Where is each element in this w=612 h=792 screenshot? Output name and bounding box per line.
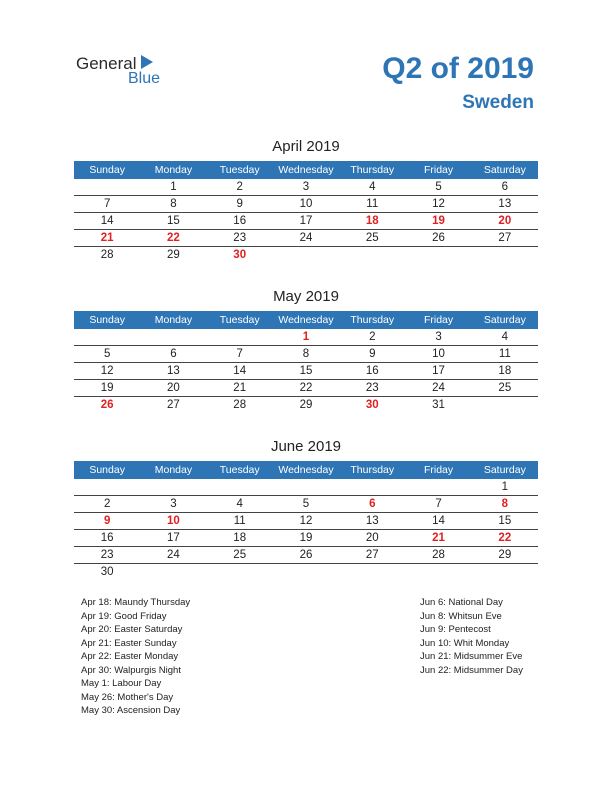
day-cell: 23 bbox=[233, 232, 247, 244]
month-june bbox=[74, 436, 538, 581]
holiday-item: Jun 6: National Day bbox=[420, 597, 503, 608]
day-cell: 21 bbox=[100, 232, 114, 244]
day-cell: 25 bbox=[365, 232, 379, 244]
weekday-label: Wednesday bbox=[278, 464, 334, 476]
day-cell: 20 bbox=[167, 382, 180, 394]
day-cell bbox=[339, 247, 405, 264]
week-row bbox=[74, 213, 538, 230]
day-cell bbox=[273, 479, 339, 495]
day-cell: 12 bbox=[299, 515, 313, 527]
weekday-label: Thursday bbox=[350, 314, 395, 326]
day-cell bbox=[207, 479, 273, 495]
day-cell: 11 bbox=[233, 515, 246, 527]
day-cell: 16 bbox=[233, 215, 247, 227]
week-row bbox=[74, 496, 538, 513]
week-row bbox=[74, 346, 538, 363]
day-cell: 17 bbox=[432, 365, 445, 377]
day-cell: 21 bbox=[432, 532, 445, 544]
day-cell bbox=[273, 564, 339, 581]
day-cell: 22 bbox=[498, 532, 512, 544]
day-cell: 14 bbox=[233, 365, 247, 377]
day-cell: 30 bbox=[233, 249, 247, 261]
week-row bbox=[74, 329, 538, 346]
day-cell: 4 bbox=[236, 498, 243, 510]
day-cell: 30 bbox=[365, 399, 379, 411]
day-cell: 11 bbox=[366, 198, 379, 210]
week-row bbox=[74, 564, 538, 581]
weekday-label: Wednesday bbox=[278, 164, 334, 176]
page-title: Q2 of 2019 bbox=[382, 52, 534, 85]
day-cell: 20 bbox=[365, 532, 379, 544]
month-april bbox=[74, 136, 538, 264]
weekday-label: Tuesday bbox=[219, 314, 260, 326]
day-cell: 25 bbox=[233, 549, 247, 561]
logo-triangle-icon bbox=[141, 55, 153, 69]
weekday-label: Friday bbox=[423, 164, 454, 176]
day-cell: 27 bbox=[365, 549, 379, 561]
day-cell: 6 bbox=[170, 348, 177, 360]
day-cell bbox=[207, 564, 273, 581]
holiday-item: Jun 21: Midsummer Eve bbox=[420, 651, 523, 662]
week-row bbox=[74, 547, 538, 564]
day-cell bbox=[74, 179, 140, 195]
day-cell: 26 bbox=[100, 399, 114, 411]
day-cell: 3 bbox=[435, 331, 442, 343]
day-cell: 11 bbox=[498, 348, 511, 360]
holiday-item: Jun 10: Whit Monday bbox=[420, 637, 510, 649]
day-cell: 13 bbox=[167, 365, 180, 377]
day-cell: 14 bbox=[100, 215, 114, 227]
day-cell: 5 bbox=[302, 498, 310, 510]
weekday-label: Friday bbox=[423, 464, 454, 476]
holiday-item: Apr 19: Good Friday bbox=[81, 610, 167, 622]
weekday-header bbox=[74, 461, 538, 479]
holiday-item: Apr 20: Easter Saturday bbox=[81, 624, 183, 635]
day-cell bbox=[74, 329, 140, 345]
logo-general-text: General bbox=[76, 54, 137, 73]
weekday-label: Thursday bbox=[350, 164, 395, 176]
day-cell: 2 bbox=[103, 498, 111, 510]
day-cell: 2 bbox=[369, 331, 376, 343]
day-cell: 18 bbox=[498, 365, 512, 377]
day-cell: 29 bbox=[299, 399, 313, 411]
holiday-item: Jun 9: Pentecost bbox=[420, 624, 491, 635]
day-cell: 17 bbox=[299, 215, 313, 227]
day-cell: 26 bbox=[432, 232, 445, 244]
day-cell: 12 bbox=[432, 198, 445, 210]
day-cell: 19 bbox=[299, 532, 313, 544]
holiday-item: May 1: Labour Day bbox=[81, 678, 162, 689]
weekday-header bbox=[74, 161, 538, 179]
day-cell: 19 bbox=[100, 382, 114, 394]
day-cell bbox=[140, 564, 206, 581]
weekday-label: Saturday bbox=[483, 314, 526, 326]
weekday-label: Monday bbox=[154, 164, 193, 176]
day-cell bbox=[405, 479, 471, 495]
week-row bbox=[74, 530, 538, 547]
day-cell bbox=[273, 247, 339, 264]
day-cell: 24 bbox=[299, 232, 313, 244]
day-cell: 7 bbox=[236, 348, 243, 360]
day-cell: 6 bbox=[501, 181, 509, 193]
day-cell: 5 bbox=[103, 348, 111, 360]
day-cell: 2 bbox=[236, 181, 243, 193]
day-cell bbox=[339, 564, 405, 581]
day-cell: 16 bbox=[100, 532, 114, 544]
month-title: April 2019 bbox=[272, 138, 340, 155]
day-cell: 29 bbox=[167, 249, 180, 261]
day-cell bbox=[207, 329, 273, 345]
day-cell: 29 bbox=[498, 549, 512, 561]
day-cell: 9 bbox=[103, 515, 111, 527]
day-cell bbox=[405, 564, 471, 581]
weekday-label: Wednesday bbox=[278, 314, 334, 326]
weekday-label: Tuesday bbox=[219, 464, 260, 476]
day-cell bbox=[140, 479, 206, 495]
holiday-item: Apr 18: Maundy Thursday bbox=[81, 597, 191, 608]
holiday-list-left bbox=[81, 596, 190, 718]
day-cell: 28 bbox=[432, 549, 445, 561]
weekday-label: Thursday bbox=[350, 464, 395, 476]
weekday-label: Monday bbox=[154, 314, 193, 326]
day-cell: 16 bbox=[365, 365, 379, 377]
day-cell: 19 bbox=[432, 215, 445, 227]
week-row bbox=[74, 363, 538, 380]
week-row bbox=[74, 513, 538, 530]
weekday-label: Monday bbox=[154, 464, 193, 476]
day-cell: 12 bbox=[100, 365, 114, 377]
day-cell bbox=[339, 479, 405, 495]
day-cell: 5 bbox=[435, 181, 442, 193]
day-cell bbox=[472, 397, 538, 414]
day-cell: 23 bbox=[100, 549, 114, 561]
day-cell bbox=[140, 329, 206, 345]
day-cell bbox=[472, 564, 538, 581]
week-row bbox=[74, 479, 538, 496]
day-cell: 1 bbox=[302, 331, 310, 343]
holiday-item: May 26: Mother's Day bbox=[81, 691, 174, 703]
day-cell: 9 bbox=[369, 348, 376, 360]
day-cell: 27 bbox=[167, 399, 180, 411]
holiday-item: May 30: Ascension Day bbox=[81, 705, 181, 716]
holiday-item: Apr 21: Easter Sunday bbox=[81, 637, 177, 649]
day-cell: 28 bbox=[233, 399, 247, 411]
day-cell: 24 bbox=[167, 549, 180, 561]
day-cell: 4 bbox=[369, 181, 376, 193]
day-cell: 8 bbox=[170, 198, 177, 210]
day-cell: 20 bbox=[498, 215, 512, 227]
holiday-item: Apr 22: Easter Monday bbox=[81, 651, 179, 662]
holiday-item: Jun 22: Midsummer Day bbox=[420, 664, 523, 676]
day-cell: 15 bbox=[167, 215, 180, 227]
day-cell: 3 bbox=[302, 181, 310, 193]
logo-blue-text: Blue bbox=[128, 70, 161, 87]
day-cell: 21 bbox=[233, 382, 247, 394]
week-row bbox=[74, 397, 538, 414]
day-cell bbox=[472, 247, 538, 264]
day-cell: 26 bbox=[299, 549, 313, 561]
day-cell: 8 bbox=[501, 498, 509, 510]
week-row bbox=[74, 179, 538, 196]
day-cell: 30 bbox=[100, 566, 114, 578]
country-name: Sweden bbox=[462, 92, 534, 113]
day-cell: 24 bbox=[432, 382, 445, 394]
day-cell: 4 bbox=[501, 331, 509, 343]
day-cell: 1 bbox=[170, 181, 177, 193]
day-cell: 8 bbox=[302, 348, 310, 360]
day-cell: 18 bbox=[365, 215, 379, 227]
day-cell: 13 bbox=[498, 198, 512, 210]
day-cell: 17 bbox=[167, 532, 180, 544]
day-cell bbox=[74, 479, 140, 495]
day-cell: 25 bbox=[498, 382, 512, 394]
weekday-label: Saturday bbox=[483, 464, 526, 476]
weekday-label: Sunday bbox=[89, 464, 125, 476]
day-cell: 15 bbox=[498, 515, 512, 527]
weekday-label: Sunday bbox=[89, 164, 125, 176]
day-cell: 7 bbox=[435, 498, 442, 510]
day-cell: 22 bbox=[299, 382, 313, 394]
day-cell: 28 bbox=[100, 249, 114, 261]
day-cell: 13 bbox=[365, 515, 379, 527]
day-cell: 10 bbox=[299, 198, 313, 210]
day-cell: 6 bbox=[369, 498, 376, 510]
day-cell: 15 bbox=[299, 365, 313, 377]
weekday-header bbox=[74, 311, 538, 329]
month-may bbox=[74, 286, 538, 414]
weekday-label: Friday bbox=[423, 314, 454, 326]
day-cell: 10 bbox=[432, 348, 445, 360]
week-row bbox=[74, 247, 538, 264]
month-title: May 2019 bbox=[273, 288, 339, 305]
week-row bbox=[74, 230, 538, 247]
day-cell: 1 bbox=[501, 481, 509, 493]
weekday-label: Tuesday bbox=[219, 164, 260, 176]
holiday-list-right bbox=[420, 596, 523, 677]
day-cell: 3 bbox=[170, 498, 177, 510]
day-cell: 7 bbox=[103, 198, 111, 210]
logo bbox=[76, 52, 186, 92]
holiday-item: Apr 30: Walpurgis Night bbox=[81, 664, 181, 676]
week-row bbox=[74, 196, 538, 213]
month-title: June 2019 bbox=[270, 438, 342, 455]
day-cell: 9 bbox=[236, 198, 243, 210]
week-row bbox=[74, 380, 538, 397]
day-cell: 14 bbox=[432, 515, 445, 527]
day-cell: 18 bbox=[233, 532, 247, 544]
holiday-item: Jun 8: Whitsun Eve bbox=[420, 610, 502, 622]
weekday-label: Saturday bbox=[483, 164, 526, 176]
day-cell bbox=[405, 247, 471, 264]
day-cell: 10 bbox=[167, 515, 180, 527]
day-cell: 31 bbox=[432, 399, 445, 411]
weekday-label: Sunday bbox=[89, 314, 125, 326]
day-cell: 22 bbox=[167, 232, 180, 244]
day-cell: 27 bbox=[498, 232, 512, 244]
day-cell: 23 bbox=[365, 382, 379, 394]
